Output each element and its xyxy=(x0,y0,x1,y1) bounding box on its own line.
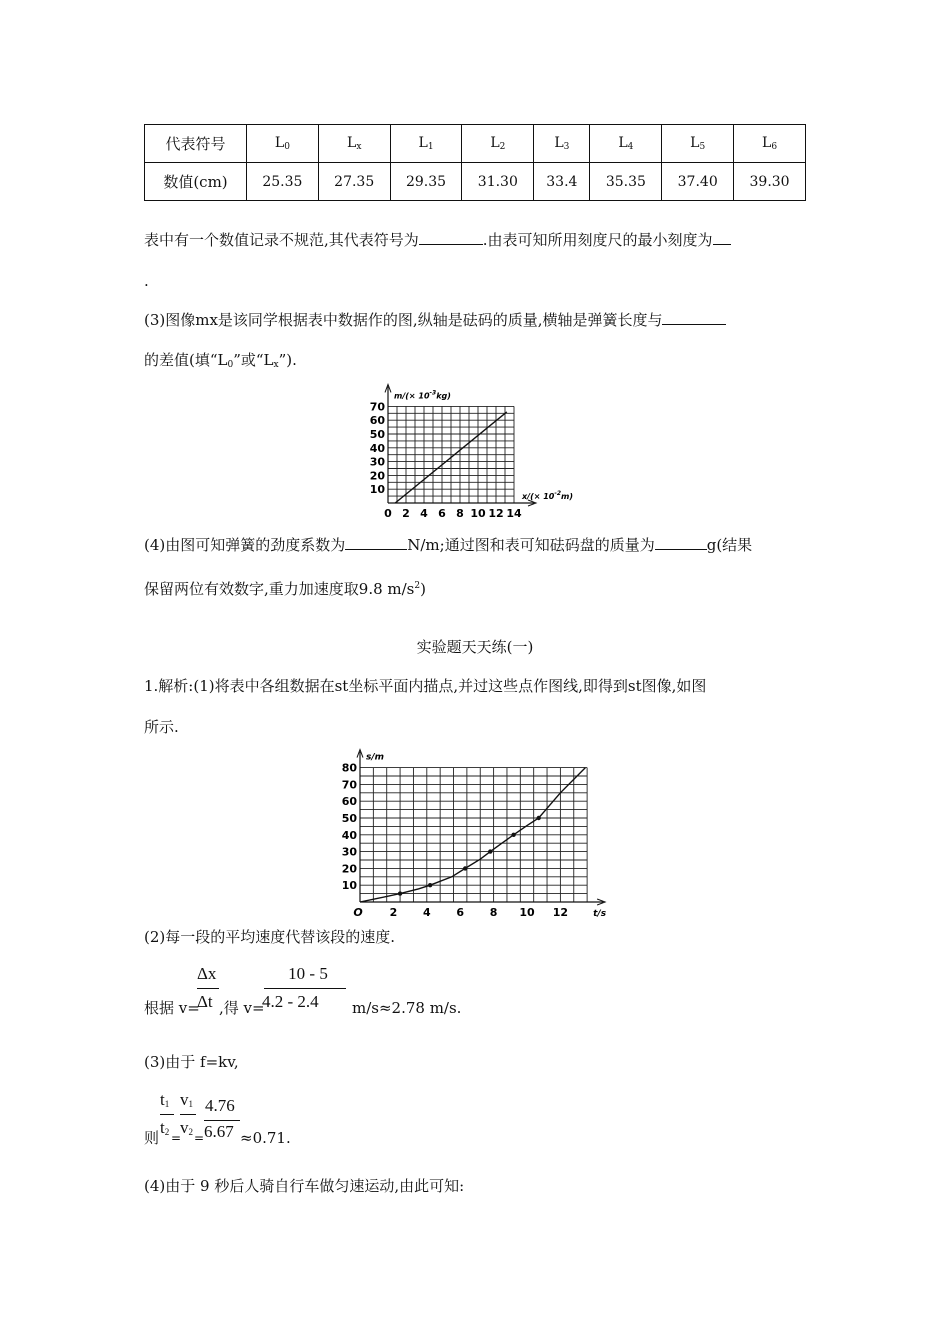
superscript: 2 xyxy=(414,581,421,591)
question-3-line1 xyxy=(144,310,726,330)
table-question-line xyxy=(144,230,731,250)
section-title: 实验题天天练(一) xyxy=(416,638,534,656)
question-text: ”或“L xyxy=(233,351,274,369)
subscript: x xyxy=(273,360,279,370)
distance-time-chart xyxy=(336,746,618,918)
fraction-numerator: $v_1$ xyxy=(180,1090,193,1109)
x-tick-label: 2 xyxy=(402,507,410,520)
fraction-denominator: $v_2$ xyxy=(180,1118,193,1137)
question-text: .由表可知所用刻度尺的最小刻度为 xyxy=(482,231,713,249)
answer-1-line1: 1.解析:(1)将表中各组数据在st坐标平面内描点,并过这些点作图线,即得到st图像,如图 xyxy=(144,677,707,695)
data-point xyxy=(463,866,467,870)
formula-text: m/s≈2.78 m/s. xyxy=(352,999,462,1017)
x-tick-label: 4 xyxy=(422,906,431,918)
y-tick-label: 70 xyxy=(341,778,357,792)
formula-text: = xyxy=(194,1131,205,1145)
value-cell: 31.30 xyxy=(462,163,534,201)
question-text: ) xyxy=(420,580,426,598)
value-cell: 29.35 xyxy=(390,163,462,201)
answer-blank[interactable] xyxy=(662,310,726,325)
y-tick-label: 40 xyxy=(341,828,357,842)
x-tick-label: 8 xyxy=(456,507,464,520)
answer-3-text: (3)由于 f=kv, xyxy=(144,1053,239,1071)
question-text: 表中有一个数值记录不规范,其代表符号为 xyxy=(144,231,419,249)
value-cell: 25.35 xyxy=(247,163,319,201)
question-text: N/m;通过图和表可知砝码盘的质量为 xyxy=(407,536,655,554)
formula-text: 则 xyxy=(144,1129,160,1147)
answer-blank[interactable] xyxy=(713,230,731,245)
y-tick-label: 60 xyxy=(341,795,357,809)
answer-1-line2: 所示. xyxy=(144,718,179,736)
y-tick-label: 10 xyxy=(341,879,357,893)
question-text: g(结果 xyxy=(706,536,753,554)
question-text: (4)由图可知弹簧的劲度系数为 xyxy=(144,536,346,554)
x-tick-label: 6 xyxy=(438,507,446,520)
y-tick-label: 60 xyxy=(369,414,385,428)
x-tick-label: 4 xyxy=(420,507,428,520)
symbol-cell: $L_3$ xyxy=(534,125,590,163)
table-head-value: 数值(cm) xyxy=(145,163,247,201)
symbol-cell: $L_1$ xyxy=(390,125,462,163)
y-tick-label: 50 xyxy=(369,428,385,441)
y-tick-label: 20 xyxy=(369,469,385,483)
y-tick-label: 50 xyxy=(341,812,357,825)
symbol-cell: $L_4$ xyxy=(590,125,662,163)
answer-2-text: (2)每一段的平均速度代替该段的速度. xyxy=(144,928,396,946)
answer-4-text: (4)由于 9 秒后人骑自行车做匀速运动,由此可知: xyxy=(144,1177,465,1195)
symbol-cell: $L_6$ xyxy=(734,125,806,163)
fraction-denominator: 6.67 xyxy=(204,1122,234,1141)
value-cell: 39.30 xyxy=(734,163,806,201)
measurement-table xyxy=(144,124,806,201)
data-point xyxy=(488,849,492,853)
y-axis-label: s/m xyxy=(366,752,385,763)
y-tick-label: 30 xyxy=(341,845,357,859)
question-text: 保留两位有效数字,重力加速度取9.8 m/s xyxy=(144,580,415,598)
x-tick-label: 8 xyxy=(489,906,498,918)
fraction-numerator: $t_1$ xyxy=(160,1090,170,1109)
subscript: 0 xyxy=(227,360,234,370)
value-cell: 35.35 xyxy=(590,163,662,201)
symbol-cell: $L_2$ xyxy=(462,125,534,163)
question-4-line2 xyxy=(144,576,426,599)
y-tick-label: 10 xyxy=(369,483,385,497)
table-row-values xyxy=(145,163,806,201)
formula-text: 根据 v= xyxy=(144,999,200,1017)
symbol-cell: $L_0$ xyxy=(247,125,319,163)
question-text: ”). xyxy=(278,351,297,369)
fraction-denominator: Δt xyxy=(197,992,213,1011)
y-tick-label: 20 xyxy=(341,862,357,876)
answer-blank[interactable] xyxy=(419,230,483,245)
symbol-cell: $L_x$ xyxy=(318,125,390,163)
table-head-symbol: 代表符号 xyxy=(145,125,247,163)
question-3-line2 xyxy=(144,350,297,375)
fraction-numerator: 10 - 5 xyxy=(288,964,328,983)
x-axis-label: $x/(\times 10^{-2}m)$ xyxy=(522,490,574,501)
question-text: (3)图像mx是该同学根据表中数据作的图,纵轴是砝码的质量,横轴是弹簧长度与 xyxy=(144,311,663,329)
question-text: 的差值(填“L xyxy=(144,351,228,369)
fraction-numerator: Δx xyxy=(197,964,217,983)
formula-text: ,得 v= xyxy=(219,999,265,1017)
fraction-bar xyxy=(264,988,346,989)
fraction-numerator: 4.76 xyxy=(205,1096,235,1115)
data-point xyxy=(536,816,540,820)
fraction-bar xyxy=(197,988,219,989)
x-tick-label: 12 xyxy=(488,507,504,520)
data-point xyxy=(511,833,515,837)
origin-label: 0 xyxy=(384,507,392,520)
x-axis-label: t/s xyxy=(593,909,607,918)
fraction-bar xyxy=(204,1120,240,1121)
x-tick-label: 14 xyxy=(506,507,522,520)
question-4-line1 xyxy=(144,535,752,555)
y-tick-label: 70 xyxy=(369,400,385,414)
y-tick-label: 40 xyxy=(369,441,385,455)
fraction-denominator: 4.2 - 2.4 xyxy=(262,992,319,1011)
y-tick-label: 80 xyxy=(341,761,357,775)
x-tick-label: 2 xyxy=(389,906,398,918)
x-tick-label: 12 xyxy=(552,906,569,918)
answer-blank[interactable] xyxy=(345,535,407,550)
x-tick-label: 10 xyxy=(519,906,535,918)
fraction-bar xyxy=(180,1114,196,1115)
value-cell: 37.40 xyxy=(662,163,734,201)
mass-length-chart xyxy=(362,378,590,523)
x-tick-label: 6 xyxy=(456,906,465,918)
table-question-period: . xyxy=(144,272,149,290)
symbol-cell: $L_5$ xyxy=(662,125,734,163)
value-cell: 33.4 xyxy=(534,163,590,201)
formula-text: ≈0.71. xyxy=(240,1129,291,1147)
formula-text: = xyxy=(171,1131,182,1145)
y-axis-label: $m/(\times 10^{-3}kg)$ xyxy=(394,389,451,401)
x-tick-label: 10 xyxy=(470,507,486,520)
origin-label: O xyxy=(353,906,363,918)
fraction-denominator: $t_2$ xyxy=(160,1118,170,1137)
fraction-bar xyxy=(160,1114,174,1115)
data-point xyxy=(398,891,402,895)
y-tick-label: 30 xyxy=(369,455,385,469)
table-row-symbols xyxy=(145,125,806,163)
data-point xyxy=(428,883,432,887)
answer-blank[interactable] xyxy=(655,535,707,550)
value-cell: 27.35 xyxy=(318,163,390,201)
